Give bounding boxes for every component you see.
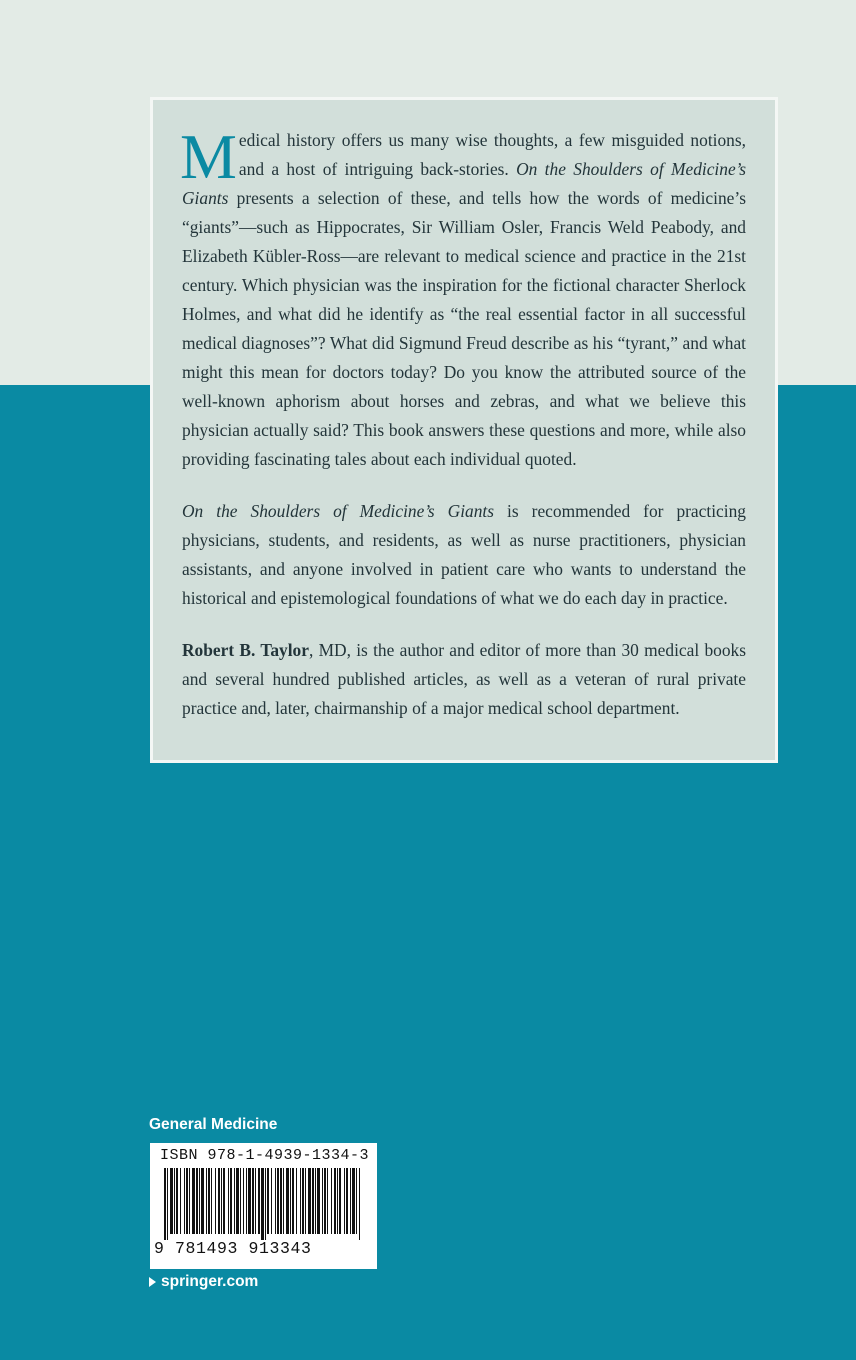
book-title-italic-2: On the Shoulders of Medicine’s Giants <box>182 501 495 521</box>
barcode-stripe <box>296 1168 297 1234</box>
barcode-digits: 9 781493 913343 <box>154 1239 312 1258</box>
barcode-stripe <box>286 1168 289 1234</box>
barcode-stripe <box>184 1168 185 1234</box>
category-label: General Medicine <box>149 1116 278 1133</box>
barcode-stripe <box>280 1168 282 1234</box>
barcode-stripe <box>248 1168 251 1234</box>
barcode-stripe <box>255 1168 256 1234</box>
barcode-stripe <box>308 1168 311 1234</box>
barcode-stripe <box>243 1168 244 1234</box>
barcode-stripe <box>186 1168 188 1234</box>
blurb-text-1b: presents a selection of these, and tells how the words of medicine’s “giants”—such as Hippocrates, Sir William Osler, Francis Weld Peabody, and Elizabeth Kübler-Ross—are relevant to medical science and practice in the 21st century. Which physician was the inspiration for the fictional character Sherlock Holmes, and what did he identify as “the real essential factor in all successful medical diagnoses”? What did Sigmund Freud describe as his “tyrant,” and what might this mean for doctors today? Do you know the attributed source of the well-known aphorism about horses and zebras, and what we believe this physician actually said? This book answers these questions and more, while also providing fascinating tales about each individual quoted. <box>182 188 746 469</box>
barcode-stripe <box>302 1168 304 1234</box>
barcode-stripe <box>180 1168 181 1234</box>
barcode-stripe <box>356 1168 357 1234</box>
barcode-stripe <box>334 1168 336 1234</box>
barcode-stripe <box>327 1168 328 1234</box>
barcode-stripe <box>275 1168 276 1234</box>
barcode-stripe <box>339 1168 341 1234</box>
barcode-stripe <box>236 1168 239 1234</box>
barcode-stripe <box>174 1168 175 1234</box>
barcode-stripe <box>215 1168 216 1234</box>
barcode-stripe <box>189 1168 190 1234</box>
barcode-stripe <box>208 1168 210 1234</box>
barcode-stripe <box>240 1168 241 1234</box>
barcode-stripe <box>192 1168 195 1234</box>
barcode-bars <box>164 1168 364 1240</box>
barcode-stripe <box>265 1168 266 1240</box>
isbn-label: ISBN 978-1-4939-1334-3 <box>160 1147 370 1164</box>
barcode-stripe <box>234 1168 235 1234</box>
arrow-right-icon <box>149 1277 156 1287</box>
barcode-stripe <box>164 1168 166 1240</box>
barcode-stripe <box>170 1168 173 1234</box>
publisher-url: springer.com <box>161 1273 259 1290</box>
barcode-stripe <box>359 1168 360 1240</box>
drop-cap: M <box>180 121 237 192</box>
barcode-stripe <box>352 1168 355 1234</box>
barcode-stripe <box>246 1168 247 1234</box>
barcode-stripe <box>331 1168 332 1234</box>
barcode-stripe <box>283 1168 284 1234</box>
blurb-paragraph-1 <box>180 121 746 474</box>
barcode-stripe <box>267 1168 269 1234</box>
barcode-stripe <box>317 1168 320 1234</box>
barcode-stripe <box>290 1168 291 1234</box>
barcode-stripe <box>201 1168 204 1234</box>
publisher-link[interactable] <box>149 1273 258 1291</box>
blurb-panel <box>150 97 778 763</box>
barcode-stripe <box>261 1168 264 1240</box>
isbn-barcode <box>150 1143 377 1269</box>
author-bio <box>182 636 746 723</box>
barcode-stripe <box>206 1168 207 1234</box>
barcode-stripe <box>196 1168 198 1234</box>
barcode-stripe <box>258 1168 260 1234</box>
barcode-stripe <box>346 1168 348 1234</box>
barcode-stripe <box>211 1168 212 1234</box>
barcode-stripe <box>223 1168 225 1234</box>
barcode-stripe <box>344 1168 345 1234</box>
barcode-stripe <box>199 1168 200 1234</box>
barcode-stripe <box>337 1168 338 1234</box>
barcode-stripe <box>252 1168 254 1234</box>
barcode-stripe <box>176 1168 178 1234</box>
barcode-stripe <box>322 1168 323 1234</box>
blurb-text-2: is recommended for practicing physicians, students, and residents, as well as nurse practitioners, physician assistants, and anyone involved in patient care who wants to understand the historical and epistemological foundations of what we do each day in practice. <box>182 501 746 608</box>
barcode-stripe <box>221 1168 222 1234</box>
barcode-stripe <box>300 1168 301 1234</box>
author-name: Robert B. Taylor <box>182 640 309 660</box>
barcode-stripe <box>228 1168 229 1234</box>
barcode-stripe <box>315 1168 316 1234</box>
barcode-stripe <box>277 1168 279 1234</box>
barcode-stripe <box>167 1168 168 1240</box>
barcode-stripe <box>305 1168 306 1234</box>
barcode-stripe <box>292 1168 294 1234</box>
book-title-italic: On the Shoulders of Medicine’s Giants <box>182 159 746 208</box>
author-bio-text: , MD, is the author and editor of more than 30 medical books and several hundred published articles, as well as a veteran of rural private practice and, later, chairmanship of a major medical school department. <box>182 640 746 718</box>
blurb-paragraph-2 <box>182 497 746 613</box>
barcode-stripe <box>271 1168 272 1234</box>
barcode-stripe <box>230 1168 232 1234</box>
barcode-stripe <box>312 1168 314 1234</box>
barcode-stripe <box>218 1168 220 1234</box>
barcode-stripe <box>324 1168 326 1234</box>
blurb-text-1a: edical history offers us many wise thoughts, a few misguided notions, and a host of intriguing back-stories. <box>238 130 746 179</box>
barcode-stripe <box>350 1168 351 1234</box>
